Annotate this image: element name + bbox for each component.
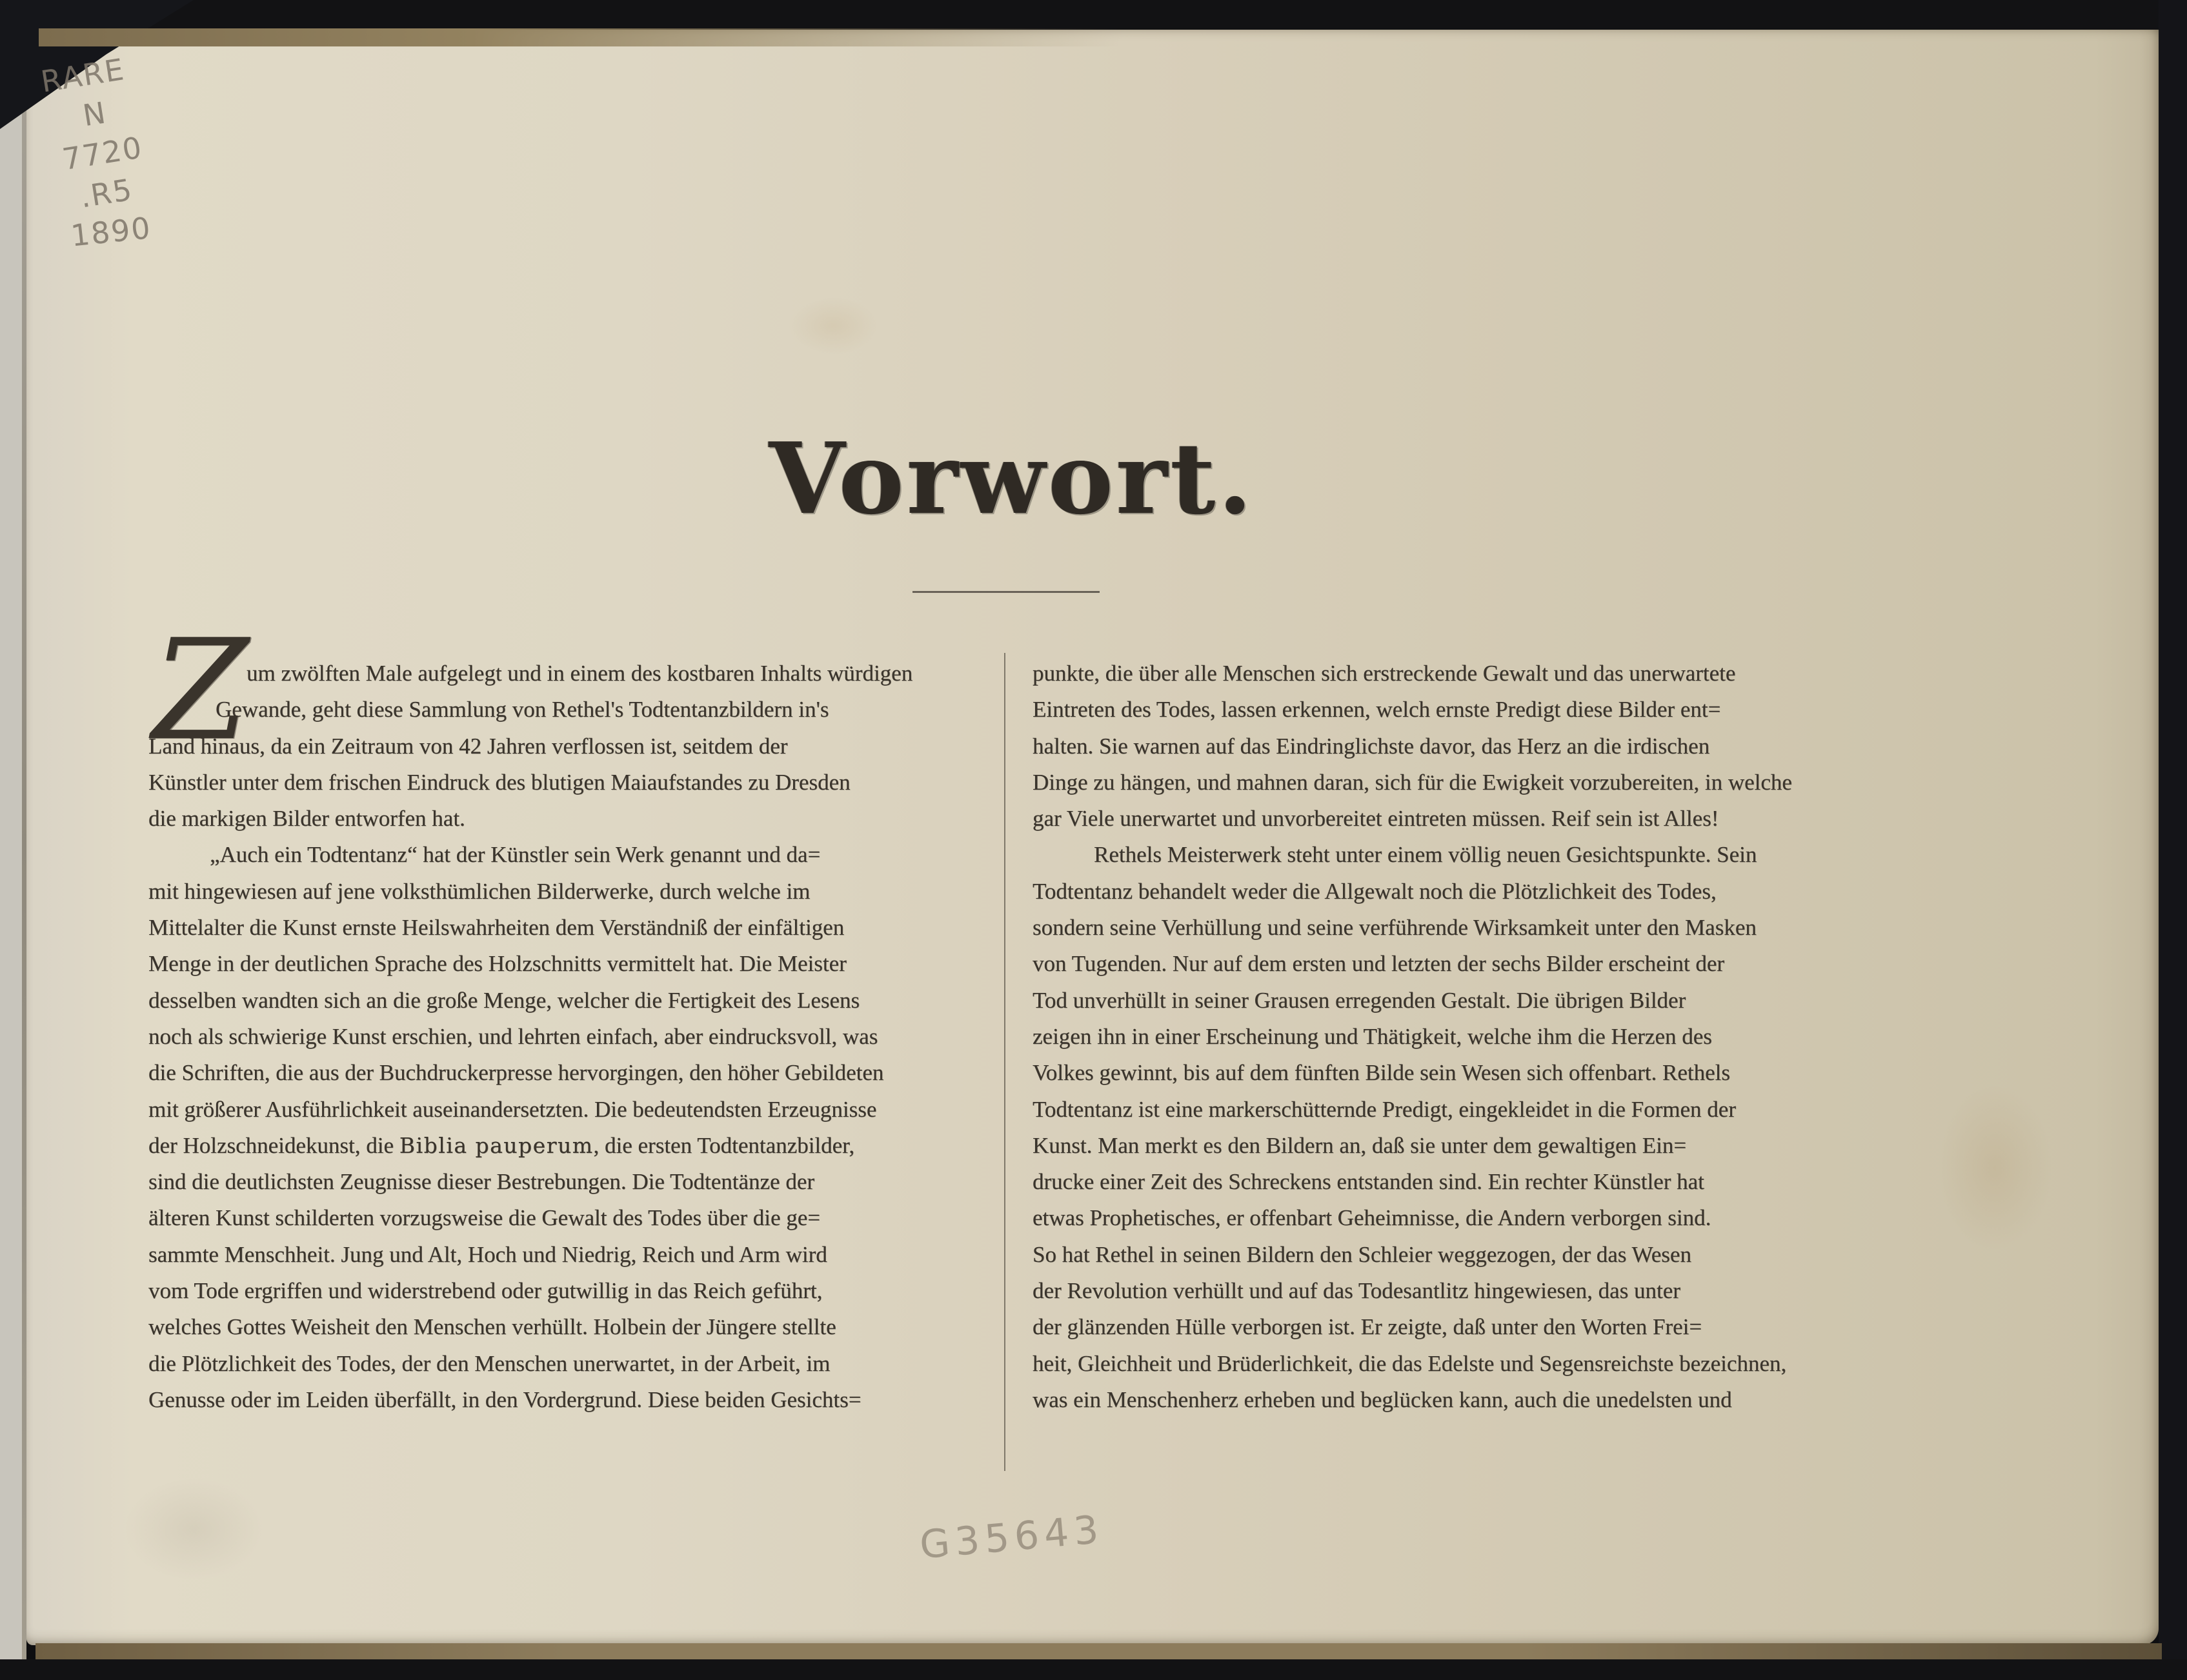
accession-number: G35643: [918, 1506, 1105, 1568]
text-line: mit größerer Ausführlichkeit auseinandersetzten. Die bedeutendsten Erzeugnisse: [148, 1096, 877, 1122]
left-column: [148, 655, 987, 1418]
call-number-line: 1890: [69, 210, 154, 254]
text-line: welches Gottes Weisheit den Menschen verhüllt. Holbein der Jüngere stellte: [148, 1314, 836, 1340]
text-line: noch als schwierige Kunst erschien, und lehrten einfach, aber eindrucksvoll, was: [148, 1023, 878, 1049]
text-line: die Plötzlichkeit des Todes, der den Menschen unerwartet, in der Arbeit, im: [148, 1350, 831, 1376]
text-line: heit, Gleichheit und Brüderlichkeit, die das Edelste und Segensreichste bezeichnen,: [1033, 1350, 1787, 1376]
text-line: zeigen ihn in einer Erscheinung und Thätigkeit, welche ihm die Herzen des: [1033, 1023, 1712, 1049]
text-line: halten. Sie warnen auf das Eindringlichste davor, das Herz an die irdischen: [1033, 733, 1710, 759]
text-line: Dinge zu hängen, und mahnen daran, sich für die Ewigkeit vorzubereiten, in welche: [1033, 769, 1792, 795]
text-line: älteren Kunst schilderten vorzugsweise die Gewalt des Todes über die ge=: [148, 1205, 821, 1231]
text-line: die markigen Bilder entworfen hat.: [148, 806, 465, 832]
text-line: Todtentanz ist eine markerschütternde Predigt, eingekleidet in die Formen der: [1033, 1096, 1736, 1122]
antiqua-phrase: Biblia pauperum: [399, 1132, 594, 1158]
text-line: Volkes gewinnt, bis auf dem fünften Bilde sein Wesen sich offenbart. Rethels: [1033, 1060, 1731, 1086]
text-line: Land hinaus, da ein Zeitraum von 42 Jahren verflossen ist, seitdem der: [148, 733, 788, 759]
call-number: [29, 39, 214, 261]
text-line: sondern seine Verhüllung und seine verführende Wirksamkeit unter den Masken: [1033, 915, 1757, 941]
text-line: der Holzschneidekunst, die Biblia pauperum, die ersten Todtentanzbilder,: [148, 1132, 855, 1158]
text-line: der Revolution verhüllt und auf das Todesantlitz hingewiesen, das unter: [1033, 1278, 1680, 1304]
scanner-background-bottom: [0, 1659, 2187, 1680]
text-line: die Schriften, die aus der Buchdruckerpresse hervorgingen, den höher Gebildeten: [148, 1060, 884, 1086]
text-line: sind die deutlichsten Zeugnisse dieser Bestrebungen. Die Todtentänze der: [148, 1169, 815, 1195]
adjacent-page-edge: [0, 34, 22, 1671]
call-number-line: N: [80, 95, 110, 134]
call-number-line: .R5: [77, 172, 136, 215]
text-line: desselben wandten sich an die große Menge, welcher die Fertigkeit des Lesens: [148, 987, 860, 1013]
text-line: „Auch ein Todtentanz“ hat der Künstler sein Werk genannt und da=: [210, 842, 821, 868]
page-stain: [123, 1477, 265, 1581]
text-line: Mittelalter die Kunst ernste Heilswahrheiten dem Verständniß der einfältigen: [148, 915, 845, 941]
page-stack-edge-bottom: [35, 1643, 2162, 1661]
title-rule: [912, 591, 1100, 593]
text-line: Künstler unter dem frischen Eindruck des blutigen Maiaufstandes zu Dresden: [148, 769, 851, 795]
text-line: So hat Rethel in seinen Bildern den Schleier weggezogen, der das Wesen: [1033, 1241, 1691, 1267]
text-line: was ein Menschenherz erheben und beglücken kann, auch die unedelsten und: [1033, 1386, 1732, 1412]
call-number-line: RARE: [38, 52, 128, 99]
text-line: Tod unverhüllt in seiner Grausen erregenden Gestalt. Die übrigen Bilder: [1033, 987, 1686, 1013]
page-stain: [788, 297, 878, 355]
text-line: um zwölften Male aufgelegt und in einem des kostbaren Inhalts würdigen: [247, 661, 913, 686]
gutter-crease: [22, 34, 26, 1659]
text-line: gar Viele unerwartet und unvorbereitet eintreten müssen. Reif sein ist Alles!: [1033, 806, 1719, 832]
text-line: punkte, die über alle Menschen sich erstreckende Gewalt und das unerwartete: [1033, 661, 1736, 686]
text-line: von Tugenden. Nur auf dem ersten und letzten der sechs Bilder erscheint der: [1033, 951, 1725, 977]
text-line: drucke einer Zeit des Schreckens entstanden sind. Ein rechter Künstler hat: [1033, 1169, 1704, 1195]
text-line: sammte Menschheit. Jung und Alt, Hoch und Niedrig, Reich und Arm wird: [148, 1241, 827, 1267]
page-stain: [1937, 1084, 2053, 1252]
text-line: Genusse oder im Leiden überfällt, in den Vordergrund. Diese beiden Gesichts=: [148, 1386, 862, 1412]
text-line: mit hingewiesen auf jene volksthümlichen Bilderwerke, durch welche im: [148, 878, 811, 904]
call-number-line: 7720: [59, 130, 145, 177]
drop-cap: Z: [152, 609, 249, 771]
text-line: Menge in der deutlichen Sprache des Holzschnitts vermittelt hat. Die Meister: [148, 951, 847, 977]
column-divider: [1004, 653, 1005, 1471]
scanner-background-top: [0, 0, 2187, 30]
text-line: Gewande, geht diese Sammlung von Rethel's Todtentanzbildern in's: [216, 697, 829, 723]
page-title: Vorwort.: [769, 421, 1255, 536]
text-line: etwas Prophetisches, er offenbart Geheimnisse, die Andern verborgen sind.: [1033, 1205, 1711, 1231]
text-line: der glänzenden Hülle verborgen ist. Er zeigte, daß unter den Worten Frei=: [1033, 1314, 1702, 1340]
text-line: Eintreten des Todes, lassen erkennen, welch ernste Predigt diese Bilder ent=: [1033, 697, 1721, 723]
text-line: Kunst. Man merkt es den Bildern an, daß sie unter dem gewaltigen Ein=: [1033, 1132, 1687, 1158]
text-line: vom Tode ergriffen und widerstrebend oder gutwillig in das Reich geführt,: [148, 1278, 823, 1304]
text-line: Todtentanz behandelt weder die Allgewalt noch die Plötzlichkeit des Todes,: [1033, 878, 1717, 904]
page-stack-edge-top: [39, 28, 1123, 46]
scanner-background-right: [2159, 0, 2187, 1680]
right-column: [1033, 655, 1876, 1418]
text-line: Rethels Meisterwerk steht unter einem völlig neuen Gesichtspunkte. Sein: [1094, 842, 1757, 868]
